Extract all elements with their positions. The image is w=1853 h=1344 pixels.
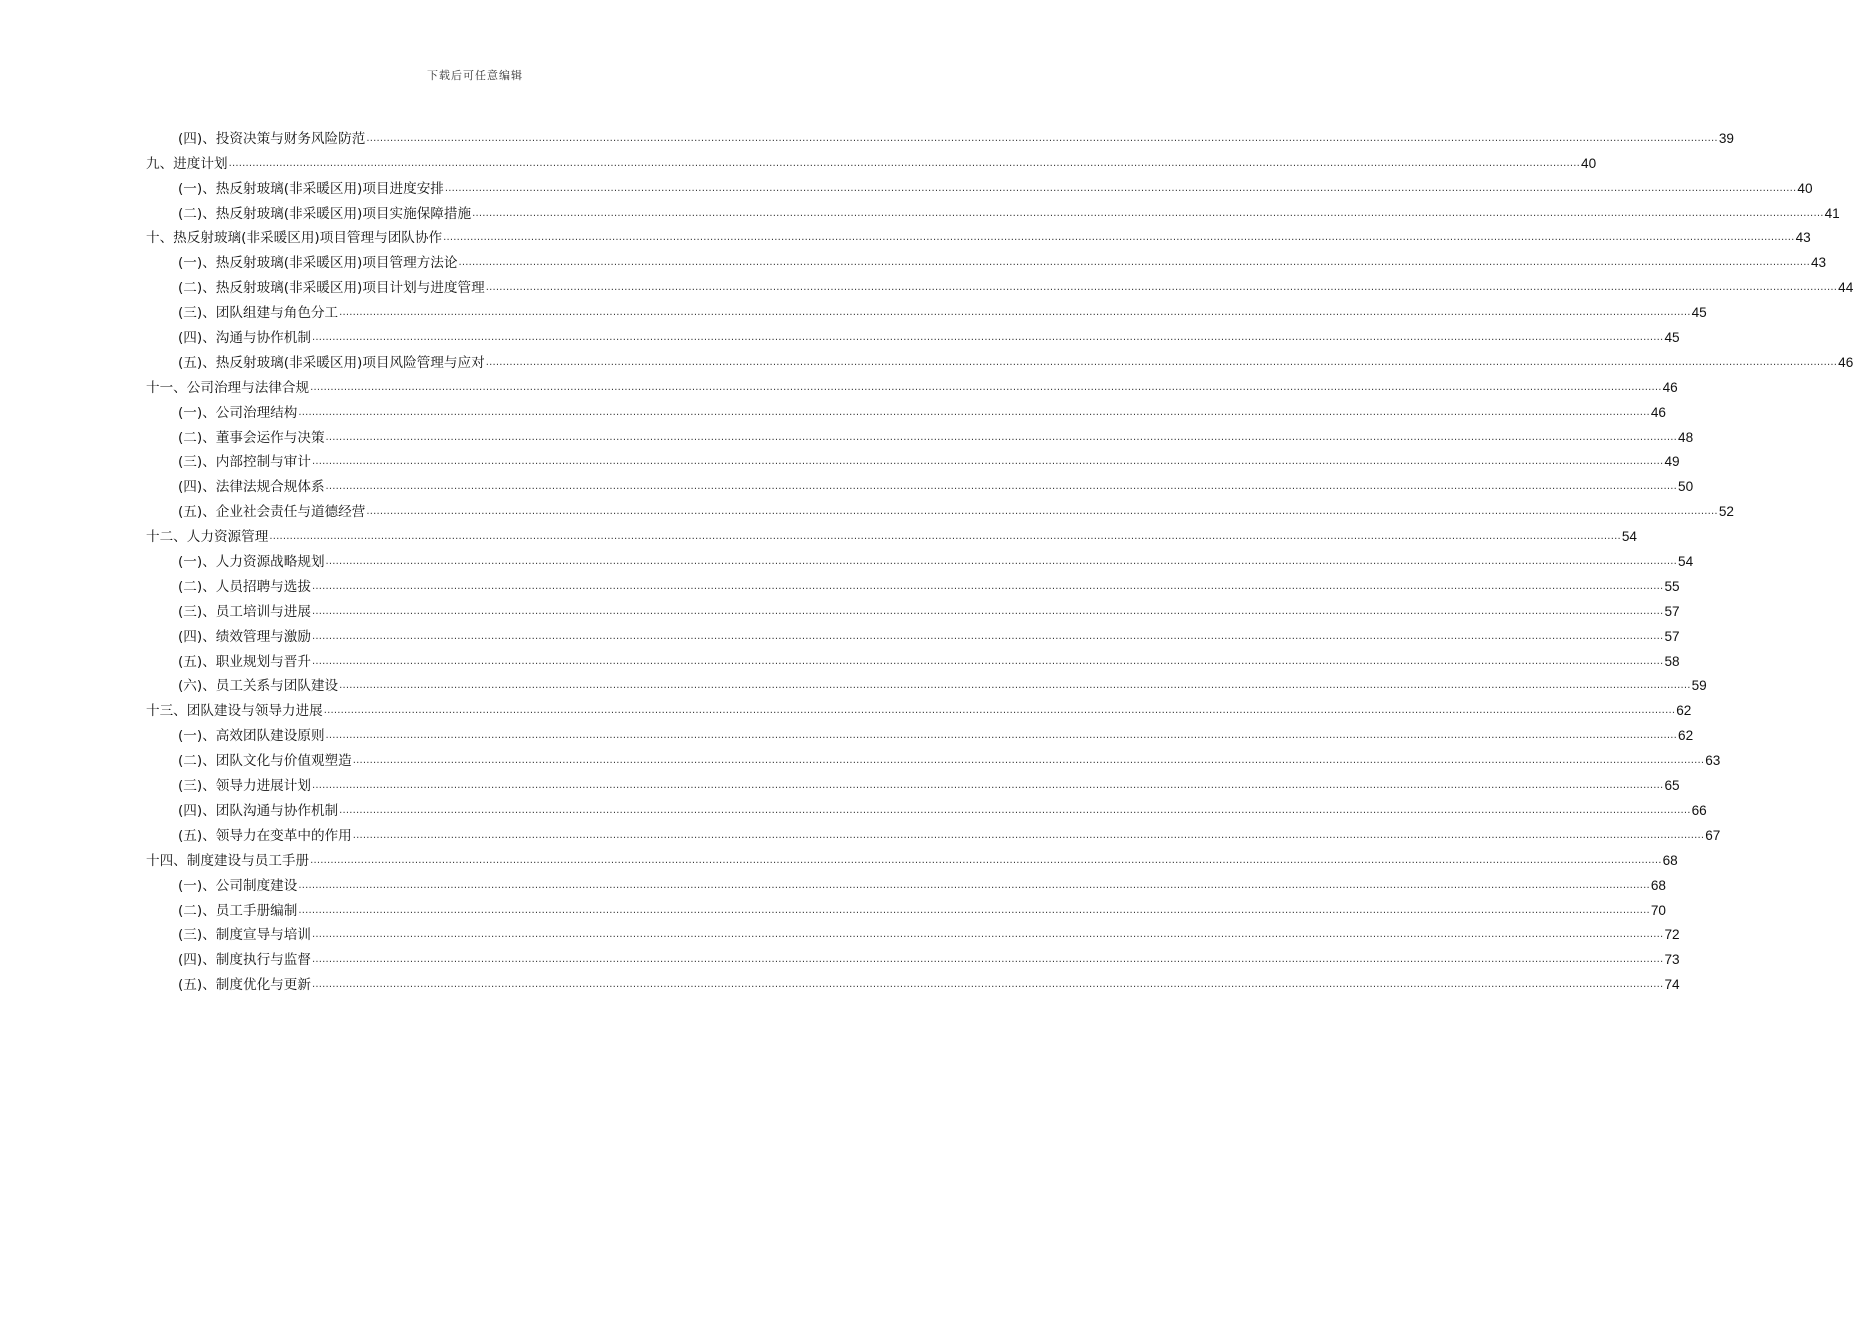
toc-section-entry[interactable] bbox=[146, 398, 1666, 423]
toc-dot-leader: ................................................................................................................................................................................................................................................................................................................................................................................................................ bbox=[325, 556, 1678, 568]
toc-entry-title: (五)、热反射玻璃(非采暖区用)项目风险管理与应对 bbox=[178, 354, 485, 371]
page-header: 下载后可任意编辑 bbox=[427, 69, 523, 82]
toc-entry-title: (四)、沟通与协作机制 bbox=[178, 330, 311, 347]
toc-page-number: 43 bbox=[1810, 255, 1827, 271]
toc-dot-leader: ................................................................................................................................................................................................................................................................................................................................................................................................................ bbox=[311, 456, 1664, 468]
toc-page-number: 39 bbox=[1718, 130, 1734, 146]
toc-section-entry[interactable] bbox=[146, 298, 1707, 323]
toc-entry-title: (三)、制度宣导与培训 bbox=[178, 927, 311, 944]
toc-page-number: 45 bbox=[1691, 305, 1707, 321]
toc-chapter-entry[interactable] bbox=[146, 846, 1678, 871]
toc-dot-leader: ................................................................................................................................................................................................................................................................................................................................................................................................................ bbox=[366, 132, 1718, 144]
toc-entry-title: (一)、高效团队建设原则 bbox=[178, 728, 325, 745]
toc-dot-leader: ................................................................................................................................................................................................................................................................................................................................................................................................................ bbox=[325, 730, 1678, 742]
toc-dot-leader: ................................................................................................................................................................................................................................................................................................................................................................................................................ bbox=[269, 531, 1621, 543]
toc-entry-title: (五)、领导力在变革中的作用 bbox=[178, 827, 352, 844]
toc-dot-leader: ................................................................................................................................................................................................................................................................................................................................................................................................................ bbox=[443, 232, 1795, 244]
toc-entry-title: (一)、公司治理结构 bbox=[178, 404, 298, 421]
toc-entry-title: (五)、职业规划与晋升 bbox=[178, 653, 311, 670]
toc-dot-leader: ................................................................................................................................................................................................................................................................................................................................................................................................................ bbox=[311, 605, 1664, 617]
toc-section-entry[interactable] bbox=[146, 323, 1680, 348]
toc-dot-leader: ................................................................................................................................................................................................................................................................................................................................................................................................................ bbox=[311, 979, 1664, 991]
toc-dot-leader: ................................................................................................................................................................................................................................................................................................................................................................................................................ bbox=[310, 854, 1662, 866]
toc-entry-title: (五)、制度优化与更新 bbox=[178, 977, 311, 994]
toc-dot-leader: ................................................................................................................................................................................................................................................................................................................................................................................................................ bbox=[311, 332, 1664, 344]
toc-page-number: 67 bbox=[1705, 827, 1721, 843]
toc-entry-title: (二)、董事会运作与决策 bbox=[178, 429, 325, 446]
toc-page-number: 46 bbox=[1662, 379, 1678, 395]
toc-dot-leader: ................................................................................................................................................................................................................................................................................................................................................................................................................ bbox=[310, 381, 1662, 393]
toc-page-number: 48 bbox=[1678, 429, 1694, 445]
toc-entry-title: (三)、团队组建与角色分工 bbox=[178, 305, 339, 322]
toc-entry-title: (二)、热反射玻璃(非采暖区用)项目实施保障措施 bbox=[178, 205, 472, 222]
toc-entry-title: (一)、人力资源战略规划 bbox=[178, 554, 325, 571]
toc-section-entry[interactable] bbox=[146, 547, 1694, 572]
toc-section-entry[interactable] bbox=[146, 124, 1734, 149]
toc-entry-title: (四)、法律法规合规体系 bbox=[178, 479, 325, 496]
toc-entry-title: (二)、热反射玻璃(非采暖区用)项目计划与进度管理 bbox=[178, 280, 485, 297]
toc-chapter-entry[interactable] bbox=[146, 224, 1811, 249]
toc-section-entry[interactable] bbox=[146, 199, 1840, 224]
toc-section-entry[interactable] bbox=[146, 597, 1680, 622]
toc-dot-leader: ................................................................................................................................................................................................................................................................................................................................................................................................................ bbox=[352, 755, 1705, 767]
toc-entry-title: (四)、投资决策与财务风险防范 bbox=[178, 130, 366, 147]
toc-dot-leader: ................................................................................................................................................................................................................................................................................................................................................................................................................ bbox=[339, 307, 1691, 319]
toc-entry-title: 十一、公司治理与法律合规 bbox=[146, 379, 310, 396]
toc-section-entry[interactable] bbox=[146, 497, 1734, 522]
toc-page-number: 65 bbox=[1664, 778, 1680, 794]
toc-page-number: 59 bbox=[1691, 678, 1707, 694]
toc-section-entry[interactable] bbox=[146, 647, 1680, 672]
toc-section-entry[interactable] bbox=[146, 348, 1853, 373]
toc-section-entry[interactable] bbox=[146, 273, 1853, 298]
toc-entry-title: 十二、人力资源管理 bbox=[146, 529, 269, 546]
toc-section-entry[interactable] bbox=[146, 921, 1680, 946]
toc-entry-title: (三)、内部控制与审计 bbox=[178, 454, 311, 471]
toc-section-entry[interactable] bbox=[146, 672, 1707, 697]
toc-section-entry[interactable] bbox=[146, 448, 1680, 473]
toc-page-number: 40 bbox=[1797, 180, 1813, 196]
toc-dot-leader: ................................................................................................................................................................................................................................................................................................................................................................................................................ bbox=[311, 929, 1664, 941]
toc-dot-leader: ................................................................................................................................................................................................................................................................................................................................................................................................................ bbox=[298, 406, 1650, 418]
toc-page-number: 58 bbox=[1664, 653, 1680, 669]
toc-page-number: 40 bbox=[1581, 155, 1597, 171]
toc-dot-leader: ................................................................................................................................................................................................................................................................................................................................................................................................................ bbox=[339, 680, 1691, 692]
toc-section-entry[interactable] bbox=[146, 472, 1694, 497]
toc-page-number: 46 bbox=[1650, 404, 1666, 420]
toc-entry-title: (一)、热反射玻璃(非采暖区用)项目管理方法论 bbox=[178, 255, 458, 272]
toc-dot-leader: ................................................................................................................................................................................................................................................................................................................................................................................................................ bbox=[444, 182, 1797, 194]
toc-dot-leader: ................................................................................................................................................................................................................................................................................................................................................................................................................ bbox=[228, 157, 1581, 169]
toc-dot-leader: ................................................................................................................................................................................................................................................................................................................................................................................................................ bbox=[472, 207, 1824, 219]
toc-dot-leader: ................................................................................................................................................................................................................................................................................................................................................................................................................ bbox=[311, 954, 1664, 966]
toc-chapter-entry[interactable] bbox=[146, 522, 1637, 547]
toc-section-entry[interactable] bbox=[146, 423, 1694, 448]
toc-page-number: 52 bbox=[1718, 504, 1734, 520]
toc-entry-title: (三)、领导力进展计划 bbox=[178, 778, 311, 795]
toc-entry-title: 十、热反射玻璃(非采暖区用)项目管理与团队协作 bbox=[146, 230, 443, 247]
toc-entry-title: 十四、制度建设与员工手册 bbox=[146, 852, 310, 869]
toc-page-number: 54 bbox=[1621, 529, 1637, 545]
toc-section-entry[interactable] bbox=[146, 622, 1680, 647]
toc-entry-title: (二)、人员招聘与选拔 bbox=[178, 578, 311, 595]
toc-dot-leader: ................................................................................................................................................................................................................................................................................................................................................................................................................ bbox=[458, 257, 1810, 269]
toc-dot-leader: ................................................................................................................................................................................................................................................................................................................................................................................................................ bbox=[366, 506, 1718, 518]
toc-page-number: 73 bbox=[1664, 952, 1680, 968]
toc-section-entry[interactable] bbox=[146, 572, 1680, 597]
toc-page-number: 41 bbox=[1824, 205, 1840, 221]
toc-section-entry[interactable] bbox=[146, 248, 1827, 273]
toc-page-number: 68 bbox=[1650, 877, 1666, 893]
table-of-contents bbox=[146, 124, 1853, 995]
toc-page-number: 55 bbox=[1664, 578, 1680, 594]
toc-dot-leader: ................................................................................................................................................................................................................................................................................................................................................................................................................ bbox=[339, 804, 1691, 816]
toc-dot-leader: ................................................................................................................................................................................................................................................................................................................................................................................................................ bbox=[323, 705, 1676, 717]
toc-page-number: 70 bbox=[1650, 902, 1666, 918]
toc-page-number: 63 bbox=[1705, 753, 1721, 769]
toc-page-number: 62 bbox=[1678, 728, 1694, 744]
toc-section-entry[interactable] bbox=[146, 970, 1680, 995]
toc-entry-title: (三)、员工培训与进展 bbox=[178, 603, 311, 620]
toc-page-number: 46 bbox=[1838, 354, 1853, 370]
toc-chapter-entry[interactable] bbox=[146, 149, 1597, 174]
toc-chapter-entry[interactable] bbox=[146, 373, 1678, 398]
toc-dot-leader: ................................................................................................................................................................................................................................................................................................................................................................................................................ bbox=[352, 829, 1705, 841]
toc-section-entry[interactable] bbox=[146, 174, 1813, 199]
toc-page-number: 66 bbox=[1691, 802, 1707, 818]
toc-section-entry[interactable] bbox=[146, 721, 1694, 746]
toc-dot-leader: ................................................................................................................................................................................................................................................................................................................................................................................................................ bbox=[311, 630, 1664, 642]
toc-section-entry[interactable] bbox=[146, 746, 1721, 771]
toc-dot-leader: ................................................................................................................................................................................................................................................................................................................................................................................................................ bbox=[311, 780, 1664, 792]
toc-section-entry[interactable] bbox=[146, 771, 1680, 796]
toc-page-number: 72 bbox=[1664, 927, 1680, 943]
toc-dot-leader: ................................................................................................................................................................................................................................................................................................................................................................................................................ bbox=[298, 879, 1650, 891]
toc-entry-title: (一)、公司制度建设 bbox=[178, 877, 298, 894]
toc-dot-leader: ................................................................................................................................................................................................................................................................................................................................................................................................................ bbox=[485, 282, 1838, 294]
toc-section-entry[interactable] bbox=[146, 945, 1680, 970]
toc-chapter-entry[interactable] bbox=[146, 696, 1692, 721]
toc-entry-title: (二)、员工手册编制 bbox=[178, 902, 298, 919]
toc-entry-title: (五)、企业社会责任与道德经营 bbox=[178, 504, 366, 521]
toc-section-entry[interactable] bbox=[146, 896, 1666, 921]
toc-entry-title: (一)、热反射玻璃(非采暖区用)项目进度安排 bbox=[178, 180, 444, 197]
toc-entry-title: (四)、绩效管理与激励 bbox=[178, 628, 311, 645]
toc-dot-leader: ................................................................................................................................................................................................................................................................................................................................................................................................................ bbox=[325, 481, 1678, 493]
toc-entry-title: 十三、团队建设与领导力进展 bbox=[146, 703, 323, 720]
toc-dot-leader: ................................................................................................................................................................................................................................................................................................................................................................................................................ bbox=[311, 580, 1664, 592]
toc-dot-leader: ................................................................................................................................................................................................................................................................................................................................................................................................................ bbox=[298, 904, 1650, 916]
toc-page-number: 57 bbox=[1664, 603, 1680, 619]
toc-page-number: 44 bbox=[1838, 280, 1853, 296]
toc-entry-title: (六)、员工关系与团队建设 bbox=[178, 678, 339, 695]
toc-page-number: 45 bbox=[1664, 330, 1680, 346]
toc-page-number: 62 bbox=[1676, 703, 1692, 719]
toc-dot-leader: ................................................................................................................................................................................................................................................................................................................................................................................................................ bbox=[485, 356, 1838, 368]
toc-page-number: 49 bbox=[1664, 454, 1680, 470]
toc-page-number: 43 bbox=[1795, 230, 1811, 246]
toc-dot-leader: ................................................................................................................................................................................................................................................................................................................................................................................................................ bbox=[311, 655, 1664, 667]
toc-entry-title: (四)、团队沟通与协作机制 bbox=[178, 802, 339, 819]
toc-page-number: 68 bbox=[1662, 852, 1678, 868]
toc-entry-title: (四)、制度执行与监督 bbox=[178, 952, 311, 969]
toc-section-entry[interactable] bbox=[146, 821, 1721, 846]
toc-section-entry[interactable] bbox=[146, 796, 1707, 821]
toc-entry-title: 九、进度计划 bbox=[146, 155, 228, 172]
toc-page-number: 57 bbox=[1664, 628, 1680, 644]
toc-page-number: 54 bbox=[1678, 554, 1694, 570]
toc-dot-leader: ................................................................................................................................................................................................................................................................................................................................................................................................................ bbox=[325, 431, 1678, 443]
toc-page-number: 74 bbox=[1664, 977, 1680, 993]
toc-entry-title: (二)、团队文化与价值观塑造 bbox=[178, 753, 352, 770]
toc-section-entry[interactable] bbox=[146, 871, 1666, 896]
toc-page-number: 50 bbox=[1678, 479, 1694, 495]
